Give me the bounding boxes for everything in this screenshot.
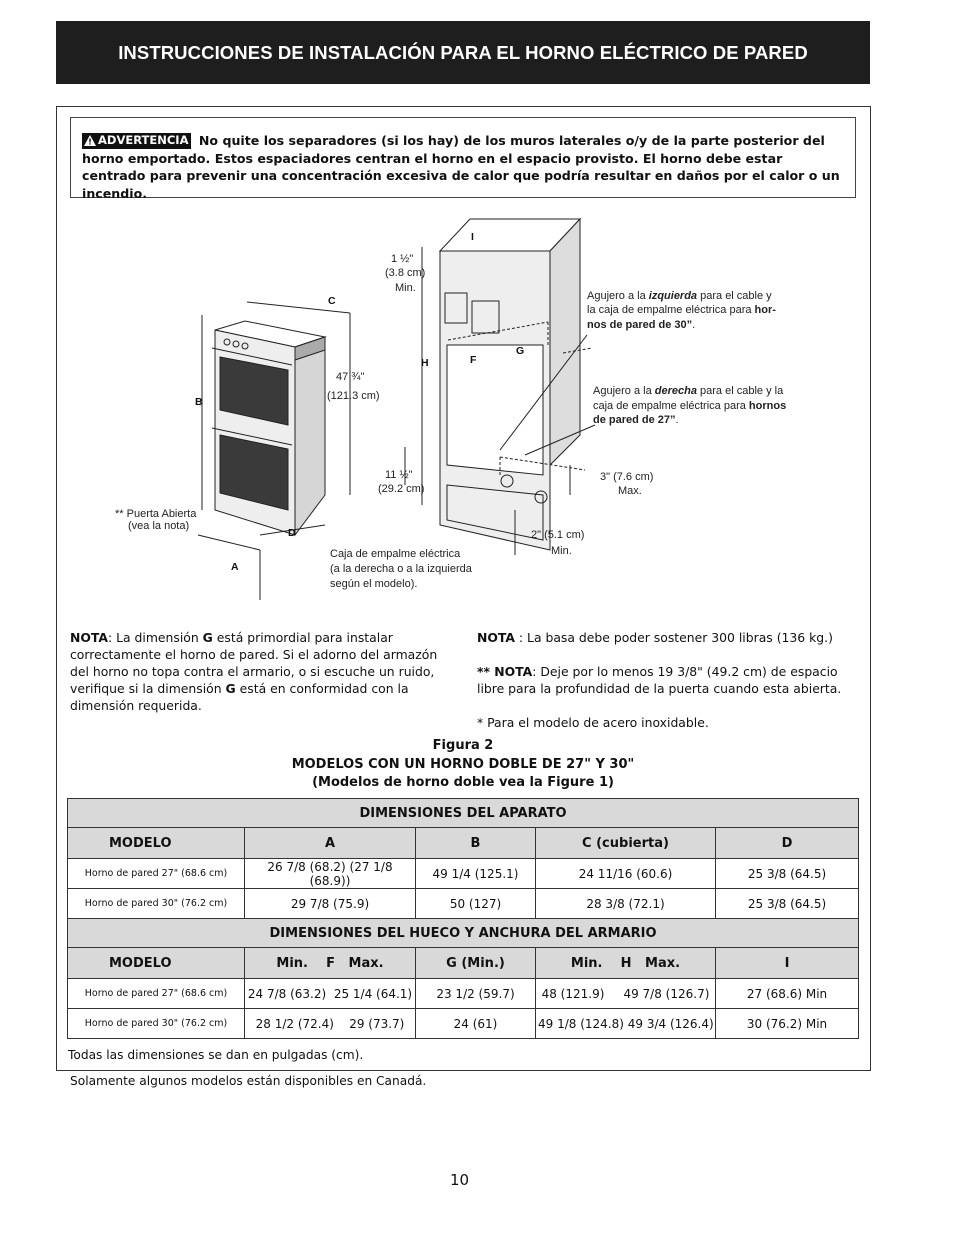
table-cell: 30 (76.2) Min	[716, 1009, 859, 1039]
canada-note: Solamente algunos modelos están disponibles en Canadá.	[70, 1074, 427, 1088]
dim-label-i: I	[471, 231, 474, 243]
table-cell: 50 (127)	[416, 889, 536, 919]
dim-label-b: B	[195, 396, 203, 408]
right-hole-line1: Agujero a la derecha para el cable y la	[593, 385, 784, 397]
oven-side	[295, 337, 325, 535]
dim-2in-line1: 2" (5.1 cm)	[531, 529, 585, 541]
section-title: DIMENSIONES DEL HUECO Y ANCHURA DEL ARMARIO	[68, 919, 859, 948]
dim-label-g: G	[516, 345, 525, 357]
note-left: NOTA: La dimensión G está primordial para instalar correctamente el horno de pared. Si el adorno del armazón del horno no topa contra el armario, o si escuche un ruido, verifique si la dimensión G está en conformidad con la dimensión requerida.	[70, 630, 438, 713]
table-section-header	[68, 799, 859, 828]
caption-line3: (Modelos de horno doble vea la Figure 1)	[312, 775, 614, 790]
note-left-label: NOTA	[70, 630, 108, 645]
caption-line1: Figura 2	[432, 738, 494, 753]
dim-label-a: A	[231, 561, 239, 573]
dim-label-d: D	[288, 527, 296, 539]
dim-3in-line1: 3" (7.6 cm)	[600, 471, 654, 483]
table-cell: 26 7/8 (68.2) (27 1/8 (68.9))	[245, 859, 416, 889]
table-cell: Horno de pared 27" (68.6 cm)	[68, 979, 245, 1009]
warning-badge	[82, 133, 191, 149]
cabinet-side	[550, 219, 580, 465]
dim-label-h: H	[421, 357, 429, 369]
cabinet-cutout	[447, 345, 543, 475]
dim-bottom-line2: (29.2 cm)	[378, 483, 425, 495]
table-cell: Horno de pared 30" (76.2 cm)	[68, 889, 245, 919]
column-header: I	[716, 948, 859, 979]
dim-top-line1: 1 ½"	[391, 253, 414, 265]
table-cell: 24 (61)	[416, 1009, 536, 1039]
dim-height-line2: (121.3 cm)	[327, 390, 380, 402]
column-header: C (cubierta)	[536, 828, 716, 859]
warning-triangle-icon	[84, 135, 96, 146]
warning-badge-label: ADVERTENCIA	[98, 132, 189, 147]
table-cell: Horno de pared 30" (76.2 cm)	[68, 1009, 245, 1039]
caption-line2: MODELOS CON UN HORNO DOBLE DE 27" Y 30"	[291, 756, 635, 772]
right-hole-line2: caja de empalme eléctrica para hornos	[593, 400, 787, 412]
junction-line1: Caja de empalme eléctrica	[330, 548, 461, 560]
table-header-row	[68, 948, 859, 979]
table-cell: 49 1/8 (124.8) 49 3/4 (126.4)	[536, 1009, 716, 1039]
dim-3in-line2: Max.	[618, 485, 642, 497]
left-hole-line1: Agujero a la izquierda para el cable y	[587, 290, 772, 302]
column-header: Min. H Max.	[536, 948, 716, 979]
table-row	[68, 979, 859, 1009]
table-cell: 23 1/2 (59.7)	[416, 979, 536, 1009]
note-right-steel: * Para el modelo de acero inoxidable.	[477, 715, 709, 730]
table-cell: 25 3/8 (64.5)	[716, 889, 859, 919]
column-header: MODELO	[68, 828, 245, 859]
table-cell: 29 7/8 (75.9)	[245, 889, 416, 919]
left-hole-line3: nos de pared de 30”.	[587, 319, 696, 331]
page-number: 10	[450, 1171, 470, 1189]
dim-height-line1: 47 ¾"	[336, 371, 365, 383]
table-cell: 27 (68.6) Min	[716, 979, 859, 1009]
table-cell: 25 3/8 (64.5)	[716, 859, 859, 889]
table-cell: 28 3/8 (72.1)	[536, 889, 716, 919]
dim-bottom-line1: 11 ½"	[385, 469, 413, 481]
section-title: DIMENSIONES DEL APARATO	[68, 799, 859, 828]
left-hole-line2: la caja de empalme eléctrica para hor-	[587, 304, 776, 316]
figure-caption	[60, 737, 866, 793]
table-header-row	[68, 828, 859, 859]
all-dimensions-note: Todas las dimensiones se dan en pulgadas (cm).	[68, 1048, 364, 1062]
column-header: D	[716, 828, 859, 859]
page-header	[56, 21, 870, 84]
dim-top-line3: Min.	[395, 282, 416, 294]
table-section-header	[68, 919, 859, 948]
column-header: G (Min.)	[416, 948, 536, 979]
dim-label-f: F	[470, 354, 477, 366]
warning-text: No quite los separadores (si los hay) de los muros laterales o/y de la parte posterior del horno emportado. Estos espaciadores centran el horno en el espacio provisto. El horno debe estar centrado para prevenir una concentración excesiva de calor que podría resultar en daños por el calor o un incendio.	[82, 133, 840, 201]
junction-line3: según el modelo).	[330, 578, 418, 590]
table-row	[68, 889, 859, 919]
column-header: B	[416, 828, 536, 859]
page-title: INSTRUCCIONES DE INSTALACIÓN PARA EL HORNO ELÉCTRICO DE PARED	[118, 41, 808, 63]
dim-label-c: C	[328, 295, 336, 307]
column-header: A	[245, 828, 416, 859]
door-note-line1: ** Puerta Abierta	[115, 508, 197, 520]
column-header: Min. F Max.	[245, 948, 416, 979]
installation-diagram	[60, 205, 870, 610]
door-note-line2: (vea la nota)	[128, 520, 190, 532]
dimensions-table	[67, 798, 859, 1039]
note-right-base: NOTA : La basa debe poder sostener 300 libras (136 kg.)	[477, 630, 833, 645]
table-row	[68, 859, 859, 889]
table-cell: 24 11/16 (60.6)	[536, 859, 716, 889]
column-header: MODELO	[68, 948, 245, 979]
table-row	[68, 1009, 859, 1039]
right-hole-line3: de pared de 27”.	[593, 414, 679, 426]
junction-line2: (a la derecha o a la izquierda	[330, 563, 472, 575]
table-cell: 49 1/4 (125.1)	[416, 859, 536, 889]
warning-box	[70, 117, 856, 201]
note-right-door: ** NOTA: Deje por lo menos 19 3/8" (49.2 cm) de espacio libre para la profundidad de la puerta cuando esta abierta.	[477, 664, 842, 696]
dim-2in-line2: Min.	[551, 545, 572, 557]
table-cell: 48 (121.9) 49 7/8 (126.7)	[536, 979, 716, 1009]
table-cell: 24 7/8 (63.2) 25 1/4 (64.1)	[245, 979, 416, 1009]
table-cell: 28 1/2 (72.4) 29 (73.7)	[245, 1009, 416, 1039]
dim-top-line2: (3.8 cm)	[385, 267, 426, 279]
table-cell: Horno de pared 27" (68.6 cm)	[68, 859, 245, 889]
